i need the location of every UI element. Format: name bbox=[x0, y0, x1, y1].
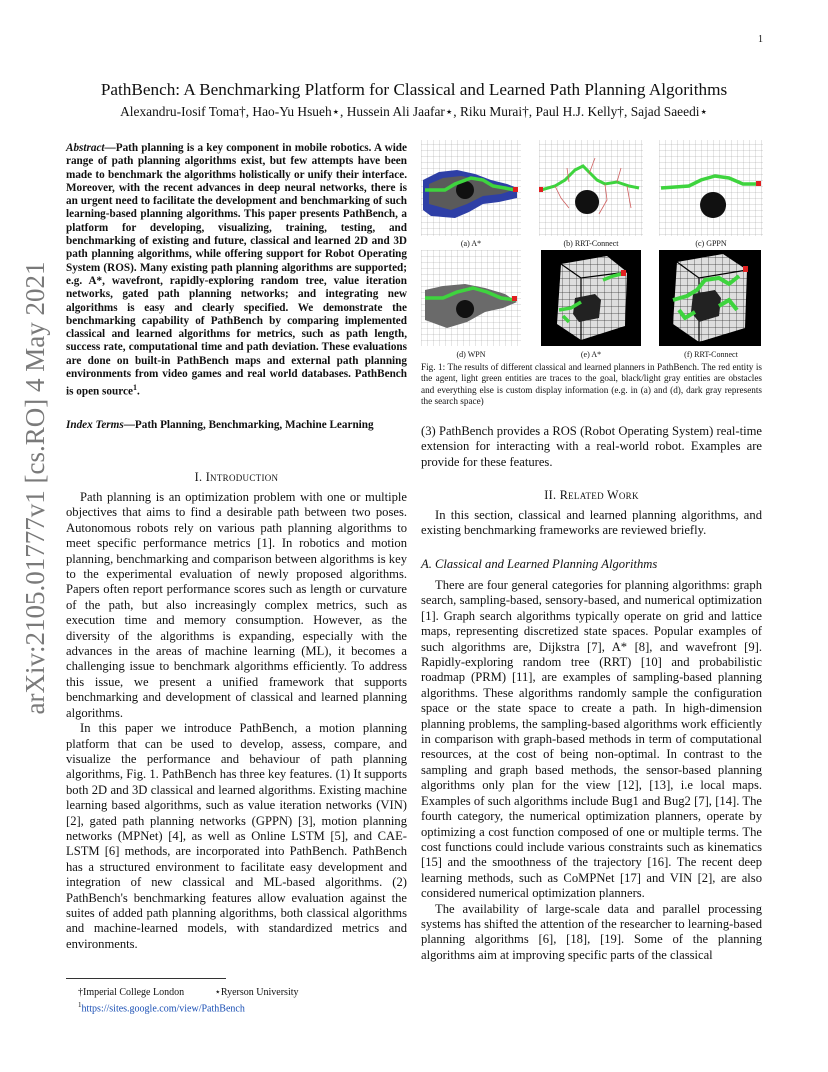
ros-feature-paragraph: (3) PathBench provides a ROS (Robot Operating System) real-time extension for interacting with a real-world robot. Examples are provide for these features. bbox=[421, 424, 762, 469]
figure-1-caption: Fig. 1: The results of different classical and learned planners in PathBench. The red entity is the agent, light green entities are traces to the goal, black/light gray entities are obstacles and everything else is custom display information (e.g. in (a) and (d), dark gray represents the search space) bbox=[421, 362, 762, 407]
figure-1-panels bbox=[421, 138, 763, 364]
section-number: II. bbox=[544, 488, 557, 502]
author-list: Alexandru-Iosif Toma†, Hao-Yu Hsueh⋆, Hussein Ali Jaafar⋆, Riku Murai†, Paul H.J. Kelly†, Sajad Saeedi⋆ bbox=[120, 104, 708, 119]
arxiv-identifier: arXiv:2105.01777v1 [cs.RO] 4 May 2021 bbox=[20, 261, 50, 715]
abstract: Abstract—Path planning is a key component in mobile robotics. A wide range of path planning algorithms exist, but few attempts have been made to benchmark the algorithms holistically or unify their interface. Moreover, with the recent advances in deep neural networks, there is an urgent need to facilitate the development and benchmarking of such learning-based planning algorithms. This paper presents PathBench, a platform for developing, visualizing, training, testing, and benchmarking of existing and future, classical and learned 2D and 3D path planning algorithms, while offering support for Robot Operating System (ROS). Many existing path planning algorithms are supported; e.g. A*, wavefront, rapidly-exploring random tree, value iteration networks, gated path planning networks; and integrating new algorithms is easy and clearly specified. We demonstrate the benchmarking capability of PathBench by comparing implemented classical and learned algorithms for metrics, such as path length, success rate, computational time and path deviation. These evaluations are done on built-in PathBench maps and external path planning environments from video games and real world databases. PathBench is open source$^1$. bbox=[66, 142, 407, 399]
project-url-link[interactable]: https://sites.google.com/view/PathBench bbox=[81, 1003, 245, 1015]
introduction-body bbox=[66, 490, 407, 952]
abstract-label: Abstract bbox=[66, 142, 105, 154]
subfigure-label-a: (a) A* bbox=[460, 239, 482, 248]
subfigure-label-c: (c) GPPN bbox=[695, 239, 727, 248]
intro-paragraph-1: Path planning is an optimization problem with one or multiple objectives that aims to find a desirable path between two poses. Autonomous robots rely on various path planning algorithms to meet specific performance metrics [1]. In robotics and motion planning, benchmarking and comparison between algorithms is key to the experimental evaluation of newly proposed algorithms. Papers often report performance scores such as length or curvature of the path, but also increasingly complex metrics, such as execution time and memory consumption. However, as the diversity of the algorithms is expanding, especially with the advances in the areas of machine learning (ML), it becomes a challenging issue to benchmark algorithms efficiently. To address this issue, we present a unified framework that supports benchmarking and development of classical and learned planning algorithms. bbox=[66, 490, 407, 720]
footnote-mark: 1 bbox=[78, 1001, 82, 1009]
footnotes bbox=[66, 986, 407, 1015]
index-terms-label: Index Terms bbox=[66, 419, 124, 431]
index-terms bbox=[66, 419, 407, 432]
footnote-affiliation-ryerson: ⋆Ryerson University bbox=[214, 987, 299, 998]
related-intro-paragraph: In this section, classical and learned planning algorithms, and existing benchmarking frameworks are reviewed briefly. bbox=[421, 508, 762, 538]
section-title: Related Work bbox=[559, 488, 639, 502]
panel-e-astar-3d bbox=[541, 250, 641, 346]
panel-f-rrt-connect-3d bbox=[659, 250, 761, 346]
subsection-heading-a: A. Classical and Learned Planning Algorithms bbox=[421, 557, 658, 571]
related-work-intro bbox=[421, 508, 762, 539]
abstract-footnote-mark[interactable]: 1 bbox=[132, 383, 137, 393]
related-work-body bbox=[421, 578, 762, 963]
panel-c-gppn bbox=[659, 140, 763, 236]
related-paragraph-2: The availability of large-scale data and parallel processing systems has shifted the attention of the researcher to learning-based planning algorithms [6], [18], [19]. Some of the planning algorithms aim at improving specific parts of the classical bbox=[421, 901, 762, 962]
section-title: Introduction bbox=[205, 470, 279, 484]
section-heading-related-work bbox=[421, 488, 762, 503]
section-number: I. bbox=[194, 470, 203, 484]
subfigure-label-b: (b) RRT-Connect bbox=[563, 239, 619, 248]
panel-a-astar bbox=[421, 140, 521, 236]
footnote-rule bbox=[66, 978, 226, 979]
subfigure-label-e: (e) A* bbox=[580, 350, 602, 359]
page-number: 1 bbox=[758, 34, 763, 45]
abstract-text: —Path planning is a key component in mobile robotics. A wide range of path planning algorithms exist, but few attempts have been made to benchmark the algorithms holistically or unify their interface. Moreover, with the recent advances in deep neural networks, there is an urgent need to facilitate the development and benchmarking of such learning-based planning algorithms. This paper presents PathBench, a platform for developing, visualizing, training, testing, and benchmarking of existing and future, classical and learned 2D and 3D path planning algorithms, while offering support for Robot Operating System (ROS). Many existing path planning algorithms are supported; e.g. A*, wavefront, rapidly-exploring random tree, value iteration networks, gated path planning networks; and integrating new algorithms is easy and clearly specified. We demonstrate the benchmarking capability of PathBench by comparing implemented classical and learned algorithms for metrics, such as path length, success rate, computational time and path deviation. These evaluations are done on built-in PathBench maps and external path planning environments from video games and real world databases. PathBench is open source bbox=[66, 142, 407, 399]
subfigure-label-f: (f) RRT-Connect bbox=[684, 350, 738, 359]
figure-1 bbox=[421, 138, 763, 364]
subfigure-label-d: (d) WPN bbox=[456, 350, 486, 359]
panel-d-wpn bbox=[421, 250, 521, 346]
related-paragraph-1: There are four general categories for planning algorithms: graph search, sampling-based, sensory-based, and numerical optimization [1]. Graph search algorithms typically operate on grid and lattice maps, representing discretized state spaces. Popular examples of such algorithms are, Dijkstra [7], A* [8], and wavefront [9]. Rapidly-exploring random tree (RRT) [10] and probabilistic roadmap (PRM) [11], are examples of sampling-based planning algorithms. These algorithms randomly sample the configuration space or the state space to create a path. In high-dimension planning problems, the sampling-based algorithms work efficiently in comparison with graph-based methods in term of computational resources, at the cost of being non-optimal. In contrast to the sampling and graph based methods, the sensor-based planning algorithms only plan for the view [12], [13], i.e local maps. Examples of such algorithms include Bug1 and Bug2 [7], [14]. The fourth category, the numerical optimization planners, operate by optimizing a cost function composed of one or multiple terms. The cost functions could include various constraints such as kinematics [15] and the smoothness of the trajectory [16]. The recent deep learning methods, such as CoMPNet [17] and VIN [2], are also considered numerical optimization planners. bbox=[421, 578, 762, 901]
section-heading-introduction bbox=[66, 470, 407, 485]
intro-paragraph-2: In this paper we introduce PathBench, a motion planning platform that can be used to develop, assess, compare, and visualize the performance and behaviour of path planning algorithms, Fig. 1. PathBench has three key features. (1) It supports both 2D and 3D classical and learned algorithms. Existing machine learning based algorithms, such as value iteration networks (VIN) [2], gated path planning networks (GPPN) [3], motion planning networks (MPNet) [4], as well as Online LSTM [5], and CAE-LSTM [6] methods, are incorporated into PathBench. PathBench has a structured environment to facilitate easy development and integration of new classical and ML-based algorithms. (2) PathBench's benchmarking features allow evaluation against the suites of added path planning algorithms, both classical algorithms and machine-learned models, with standardized metrics and environments. bbox=[66, 721, 407, 951]
panel-b-rrt-connect bbox=[539, 140, 643, 236]
footnote-affiliation-imperial: †Imperial College London bbox=[78, 987, 185, 998]
index-terms-text: —Path Planning, Benchmarking, Machine Learning bbox=[123, 419, 374, 431]
paper-title: PathBench: A Benchmarking Platform for Classical and Learned Path Planning Algorithms bbox=[100, 80, 728, 99]
